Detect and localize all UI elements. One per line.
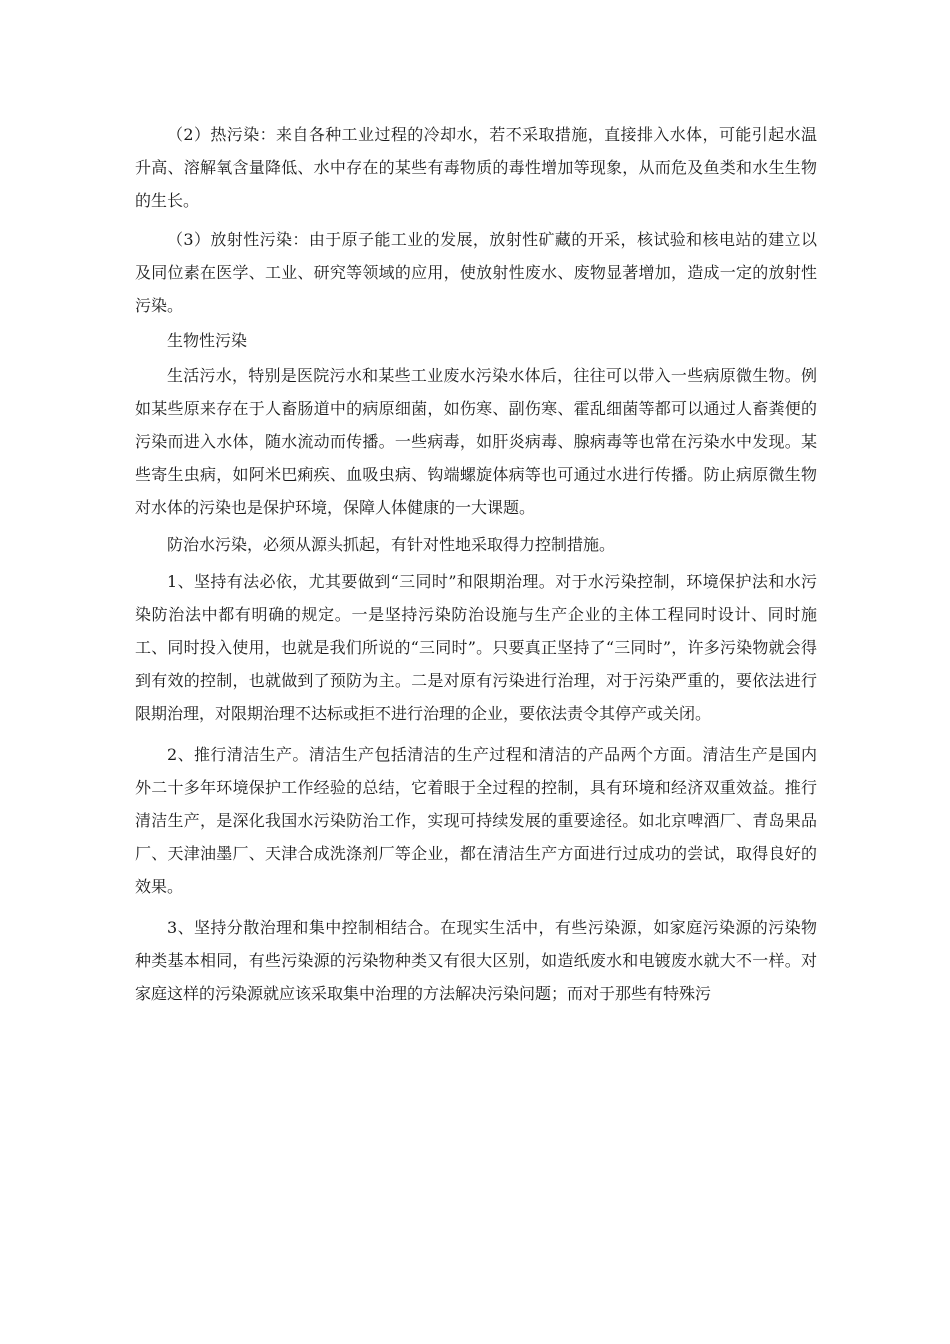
section-heading-biological-pollution: 生物性污染 — [167, 331, 248, 350]
paragraph-biological-pollution: 生活污水，特别是医院污水和某些工业废水污染水体后，往往可以带入一些病原微生物。例如某些原来存在于人畜肠道中的病原细菌，如伤寒、副伤寒、霍乱细菌等都可以通过人畜粪便的污染而进入水体，随水流动而传播。一些病毒，如肝炎病毒、腺病毒等也常在污染水中发现。某些寄生虫病，如阿米巴痢疾、血吸虫病、钩端螺旋体病等也可通过水进行传播。防止病原微生物对水体的污染也是保护环境，保障人体健康的一大课题。 — [135, 366, 817, 517]
paragraph-radioactive-pollution: （3）放射性污染：由于原子能工业的发展，放射性矿藏的开采，核试验和核电站的建立以及同位素在医学、工业、研究等领域的应用，使放射性废水、废物显著增加，造成一定的放射性污染。 — [135, 230, 817, 315]
paragraph-measure-2: 2、推行清洁生产。清洁生产包括清洁的生产过程和清洁的产品两个方面。清洁生产是国内外二十多年环境保护工作经验的总结，它着眼于全过程的控制，具有环境和经济双重效益。推行清洁生产，是深化我国水污染防治工作，实现可持续发展的重要途径。如北京啤酒厂、青岛果品厂、天津油墨厂、天津合成洗涤剂厂等企业，都在清洁生产方面进行过成功的尝试，取得良好的效果。 — [135, 745, 817, 896]
paragraph-thermal-pollution: （2）热污染：来自各种工业过程的冷却水，若不采取措施，直接排入水体，可能引起水温升高、溶解氧含量降低、水中存在的某些有毒物质的毒性增加等现象，从而危及鱼类和水生生物的生长。 — [135, 125, 817, 210]
paragraph-measure-3: 3、坚持分散治理和集中控制相结合。在现实生活中，有些污染源，如家庭污染源的污染物种类基本相同，有些污染源的污染物种类又有很大区别，如造纸废水和电镀废水就大不一样。对家庭这样的污染源就应该采取集中治理的方法解决污染问题；而对于那些有特殊污 — [135, 918, 817, 1003]
document-body — [135, 118, 817, 1018]
paragraph-prevention-intro: 防治水污染，必须从源头抓起，有针对性地采取得力控制措施。 — [167, 535, 616, 554]
paragraph-measure-1: 1、坚持有法必依，尤其要做到“三同时”和限期治理。对于水污染控制，环境保护法和水污染防治法中都有明确的规定。一是坚持污染防治设施与生产企业的主体工程同时设计、同时施工、同时投入使用，也就是我们所说的“三同时”。只要真正坚持了“三同时”，许多污染物就会得到有效的控制，也就做到了预防为主。二是对原有污染进行治理，对于污染严重的，要依法进行限期治理，对限期治理不达标或拒不进行治理的企业，要依法责令其停产或关闭。 — [135, 572, 817, 723]
